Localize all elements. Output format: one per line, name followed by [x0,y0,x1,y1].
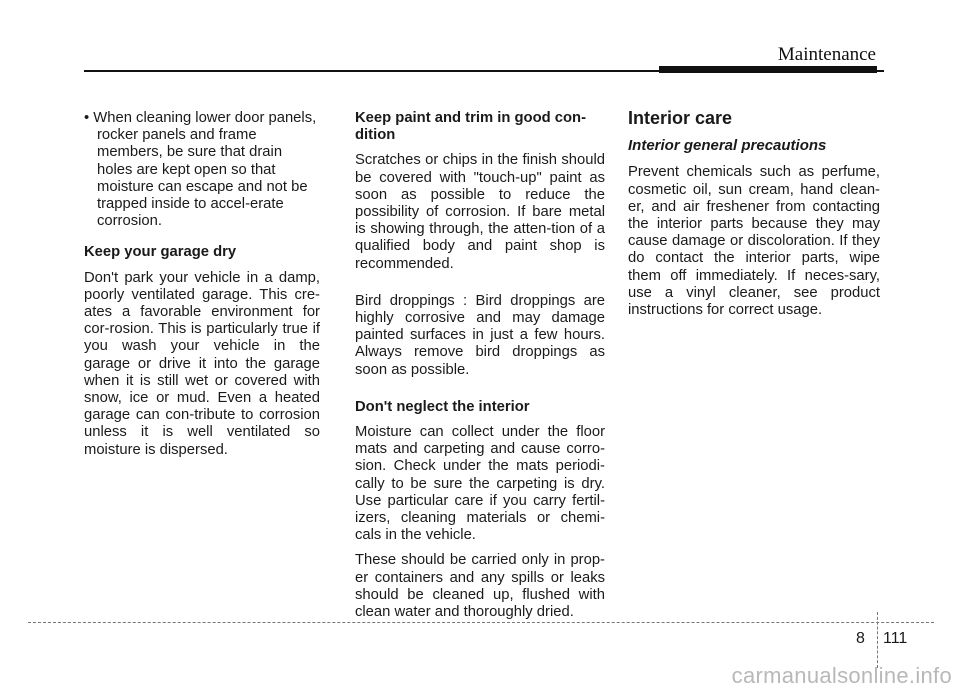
page-number: 111 [883,630,908,647]
chapter-number: 8 [856,630,865,647]
interior-paragraph: Moisture can collect under the floor mats and carpeting and cause corro-sion. Check under the mats periodi-cally to be sure the carpeting is dry. Use particular care if you carry fertil-izers, cleaning materials or chemi-cals in the vehicle. [355,424,605,544]
interior-care-heading: Interior care [628,108,733,128]
garage-heading: Keep your garage dry [84,244,237,261]
column-2 [355,110,605,635]
paint-heading: Keep paint and trim in good con-dition [355,110,586,144]
column-1 [84,110,320,473]
drain-holes-bullet: • When cleaning lower door panels, rocker panels and frame members, be sure that drain holes are kept open so that moisture can escape and not be trapped inside to accel-erate corrosion. [84,110,317,230]
footer-divider [877,612,878,668]
column-3 [628,110,880,333]
interior-heading: Don't neglect the interior [355,398,530,415]
interior-care-paragraph: Prevent chemicals such as perfume, cosmetic oil, sun cream, hand clean-er, and air freshener from contacting the interior parts because they may cause damage or discoloration. If they do contact the interior parts, wipe them off immediately. If neces-sary, use a vinyl cleaner, see product instructions for correct usage. [628,164,880,319]
paint-paragraph: Scratches or chips in the finish should be covered with "touch-up" paint as soon as possible to reduce the possibility of corrosion. If bare metal is showing through, the atten-tion of a qualified body and paint shop is recommended. [355,152,605,272]
footer-rule [28,622,934,623]
header-rule-accent [659,66,877,73]
garage-paragraph: Don't park your vehicle in a damp, poorly ventilated garage. This cre-ates a favorable environment for cor-rosion. This is particularly true if you wash your vehicle in the garage or drive it into the garage when it is still wet or covered with snow, ice or mud. Even a heated garage can con-tribute to corrosion unless it is well ventilated so moisture is dispersed. [84,269,320,458]
interior-precautions-subheading: Interior general precautions [628,137,827,155]
containers-paragraph: These should be carried only in prop-er containers and any spills or leaks should be cleaned up, flushed with clean water and thoroughly dried. [355,552,605,621]
watermark: carmanualsonline.info [731,663,952,688]
section-title: Maintenance [777,44,876,65]
bird-droppings-paragraph: Bird droppings : Bird droppings are highly corrosive and may damage painted surfaces in just a few hours. Always remove bird droppings as soon as possible. [355,292,605,378]
